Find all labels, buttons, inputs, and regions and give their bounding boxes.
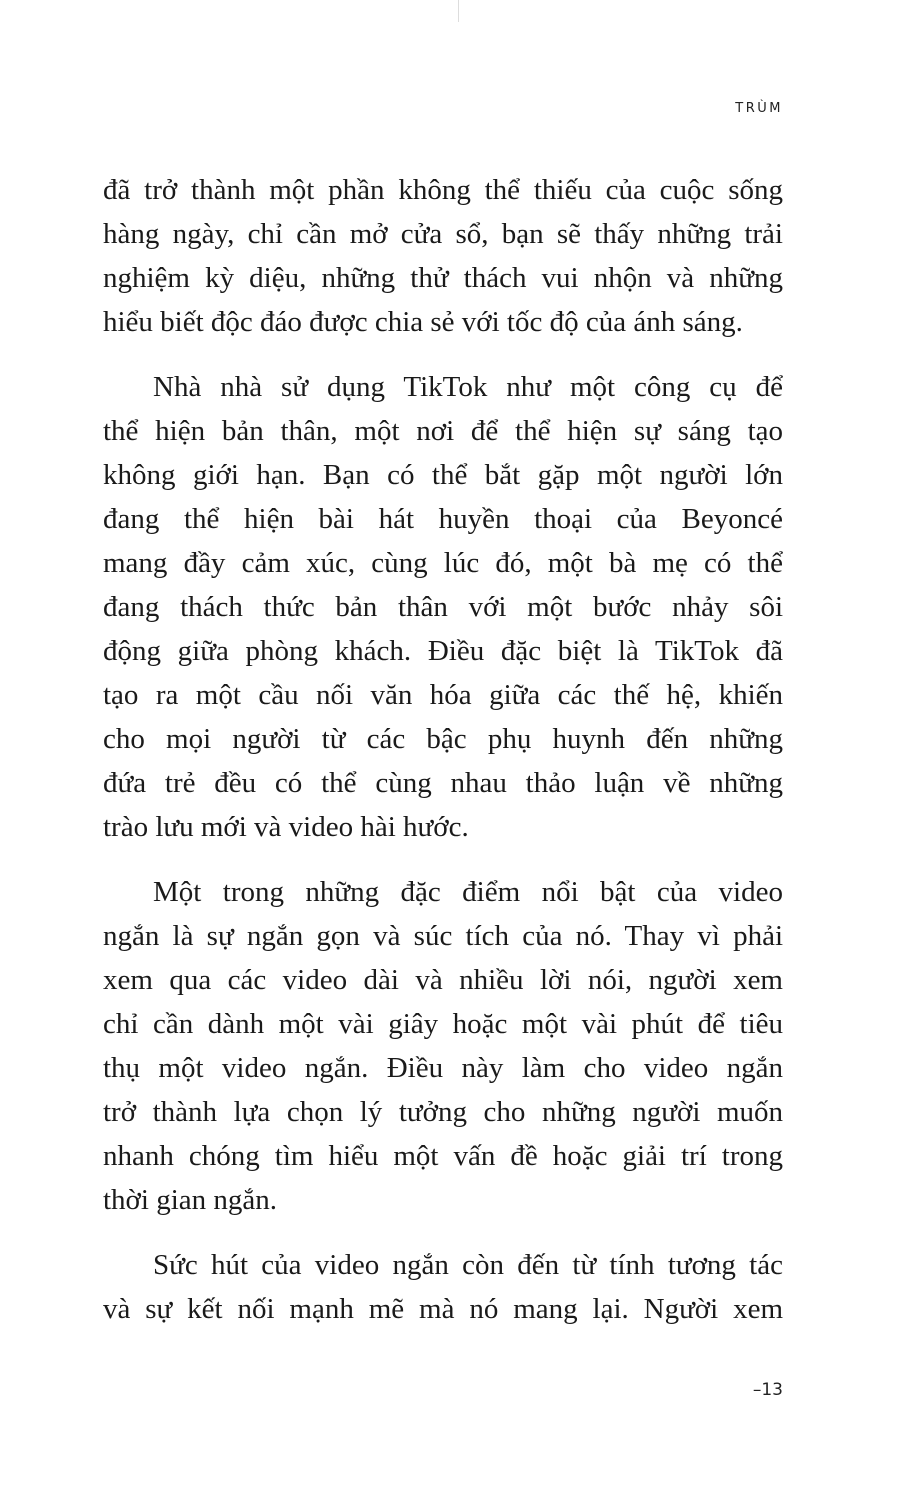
- text-line: đang thách thức bản thân với một bước nhảy sôi: [103, 591, 783, 623]
- text-line: nghiệm kỳ diệu, những thử thách vui nhộn và những: [103, 262, 783, 294]
- text-line: thể hiện bản thân, một nơi để thể hiện sự sáng tạo: [103, 415, 783, 447]
- body-text: [103, 168, 783, 1352]
- text-line: chỉ cần dành một vài giây hoặc một vài phút để tiêu: [103, 1008, 783, 1040]
- text-line: đang thể hiện bài hát huyền thoại của Beyoncé: [103, 503, 783, 535]
- text-line: nhanh chóng tìm hiểu một vấn đề hoặc giải trí trong: [103, 1140, 783, 1172]
- text-line: không giới hạn. Bạn có thể bắt gặp một người lớn: [103, 459, 783, 491]
- paragraph: [103, 365, 783, 849]
- text-line: mang đầy cảm xúc, cùng lúc đó, một bà mẹ có thể: [103, 547, 783, 579]
- text-line: đã trở thành một phần không thể thiếu của cuộc sống: [103, 174, 783, 206]
- paragraph: [103, 870, 783, 1222]
- text-line: Một trong những đặc điểm nổi bật của video: [153, 876, 783, 908]
- scan-edge-mark: [458, 0, 459, 22]
- text-line: trào lưu mới và video hài hước.: [103, 811, 469, 843]
- paragraph: [103, 1243, 783, 1331]
- text-line: Sức hút của video ngắn còn đến từ tính tương tác: [153, 1249, 783, 1281]
- running-head: TRÙM: [735, 101, 783, 116]
- paragraph: [103, 168, 783, 344]
- text-line: hiểu biết độc đáo được chia sẻ với tốc độ của ánh sáng.: [103, 306, 743, 338]
- text-line: hàng ngày, chỉ cần mở cửa sổ, bạn sẽ thấy những trải: [103, 218, 783, 250]
- text-line: trở thành lựa chọn lý tưởng cho những người muốn: [103, 1096, 783, 1128]
- text-line: đứa trẻ đều có thể cùng nhau thảo luận về những: [103, 767, 783, 799]
- page-number: –13: [752, 1380, 783, 1400]
- text-line: thời gian ngắn.: [103, 1184, 277, 1216]
- text-line: động giữa phòng khách. Điều đặc biệt là TikTok đã: [103, 635, 783, 667]
- text-line: xem qua các video dài và nhiều lời nói, người xem: [103, 964, 783, 996]
- text-line: cho mọi người từ các bậc phụ huynh đến những: [103, 723, 783, 755]
- text-line: tạo ra một cầu nối văn hóa giữa các thế hệ, khiến: [103, 679, 783, 711]
- text-line: Nhà nhà sử dụng TikTok như một công cụ để: [153, 371, 783, 403]
- text-line: và sự kết nối mạnh mẽ mà nó mang lại. Người xem: [103, 1293, 783, 1325]
- text-line: thụ một video ngắn. Điều này làm cho video ngắn: [103, 1052, 783, 1084]
- text-line: ngắn là sự ngắn gọn và súc tích của nó. Thay vì phải: [103, 920, 783, 952]
